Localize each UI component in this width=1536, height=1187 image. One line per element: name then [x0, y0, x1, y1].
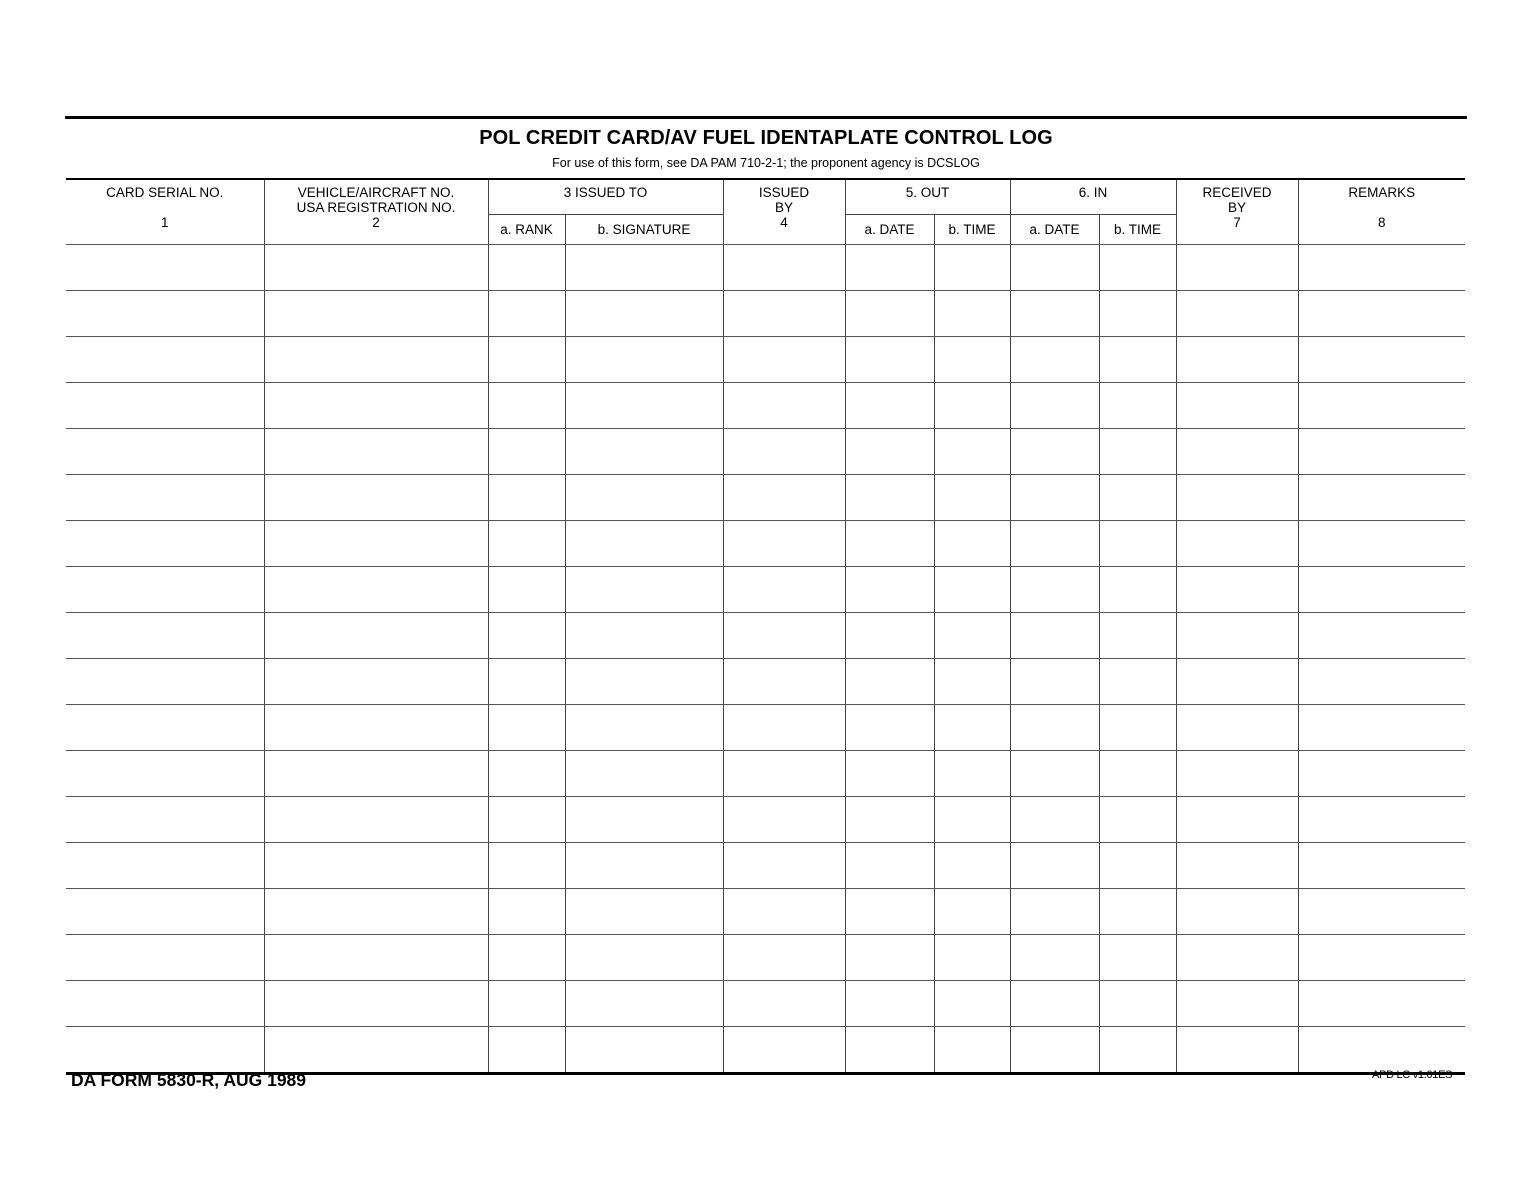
- cell-card-serial[interactable]: [66, 245, 264, 291]
- table-row: [66, 475, 1465, 521]
- table-row: [66, 935, 1465, 981]
- header-issued-by: [723, 179, 845, 245]
- header-in: 6. IN: [1010, 179, 1176, 215]
- cell-vehicle[interactable]: [264, 383, 488, 429]
- header-in-time: b. TIME: [1099, 215, 1176, 245]
- cell-signature[interactable]: [565, 337, 723, 383]
- cell-out-date[interactable]: [845, 935, 934, 981]
- cell-issued-by[interactable]: [723, 889, 845, 935]
- header-vehicle: [264, 179, 488, 245]
- form-version: APD LC v1.01ES: [1372, 1069, 1453, 1081]
- cell-signature[interactable]: [565, 843, 723, 889]
- table-row: [66, 521, 1465, 567]
- cell-vehicle[interactable]: [264, 889, 488, 935]
- cell-received-by[interactable]: [1176, 291, 1298, 337]
- header-issued-by-number: 4: [780, 215, 788, 230]
- cell-out-date[interactable]: [845, 291, 934, 337]
- table-row: [66, 613, 1465, 659]
- cell-issued-by[interactable]: [723, 935, 845, 981]
- cell-issued-by[interactable]: [723, 337, 845, 383]
- cell-signature[interactable]: [565, 521, 723, 567]
- cell-in-time[interactable]: [1099, 889, 1176, 935]
- table-row: [66, 981, 1465, 1027]
- cell-received-by[interactable]: [1176, 935, 1298, 981]
- cell-issued-by[interactable]: [723, 429, 845, 475]
- header-out-date: a. DATE: [845, 215, 934, 245]
- cell-out-time[interactable]: [934, 291, 1010, 337]
- cell-rank[interactable]: [488, 429, 565, 475]
- cell-signature[interactable]: [565, 1027, 723, 1074]
- header-remarks-label: REMARKS: [1348, 185, 1416, 200]
- cell-rank[interactable]: [488, 659, 565, 705]
- cell-signature[interactable]: [565, 981, 723, 1027]
- cell-remarks[interactable]: [1298, 475, 1465, 521]
- cell-in-time[interactable]: [1099, 383, 1176, 429]
- cell-vehicle[interactable]: [264, 567, 488, 613]
- cell-received-by[interactable]: [1176, 705, 1298, 751]
- cell-received-by[interactable]: [1176, 429, 1298, 475]
- form-title: POL CREDIT CARD/AV FUEL IDENTAPLATE CONTROL LOG: [479, 127, 1053, 149]
- cell-out-time[interactable]: [934, 843, 1010, 889]
- cell-remarks[interactable]: [1298, 567, 1465, 613]
- form-number: DA FORM 5830-R, AUG 1989: [71, 1070, 307, 1090]
- cell-out-date[interactable]: [845, 889, 934, 935]
- table-row: [66, 705, 1465, 751]
- cell-remarks[interactable]: [1298, 429, 1465, 475]
- header-out-time: b. TIME: [934, 215, 1010, 245]
- cell-rank[interactable]: [488, 521, 565, 567]
- cell-issued-by[interactable]: [723, 751, 845, 797]
- cell-in-date[interactable]: [1010, 889, 1099, 935]
- cell-rank[interactable]: [488, 843, 565, 889]
- cell-in-date[interactable]: [1010, 1027, 1099, 1074]
- header-rank: a. RANK: [488, 215, 565, 245]
- cell-out-date[interactable]: [845, 337, 934, 383]
- cell-signature[interactable]: [565, 797, 723, 843]
- log-rows: [66, 245, 1465, 1074]
- cell-signature[interactable]: [565, 475, 723, 521]
- top-rule: [65, 116, 1467, 119]
- cell-issued-by[interactable]: [723, 659, 845, 705]
- cell-card-serial[interactable]: [66, 889, 264, 935]
- cell-out-time[interactable]: [934, 613, 1010, 659]
- cell-issued-by[interactable]: [723, 291, 845, 337]
- cell-in-date[interactable]: [1010, 337, 1099, 383]
- cell-in-date[interactable]: [1010, 935, 1099, 981]
- cell-vehicle[interactable]: [264, 521, 488, 567]
- header-in-date: a. DATE: [1010, 215, 1099, 245]
- table-row: [66, 797, 1465, 843]
- cell-rank[interactable]: [488, 705, 565, 751]
- cell-vehicle[interactable]: [264, 291, 488, 337]
- cell-vehicle[interactable]: [264, 1027, 488, 1074]
- cell-card-serial[interactable]: [66, 429, 264, 475]
- cell-received-by[interactable]: [1176, 337, 1298, 383]
- cell-out-time[interactable]: [934, 429, 1010, 475]
- cell-rank[interactable]: [488, 337, 565, 383]
- cell-remarks[interactable]: [1298, 751, 1465, 797]
- table-row: [66, 291, 1465, 337]
- cell-remarks[interactable]: [1298, 843, 1465, 889]
- cell-out-date[interactable]: [845, 797, 934, 843]
- cell-in-time[interactable]: [1099, 705, 1176, 751]
- cell-received-by[interactable]: [1176, 843, 1298, 889]
- cell-vehicle[interactable]: [264, 981, 488, 1027]
- cell-in-time[interactable]: [1099, 659, 1176, 705]
- cell-card-serial[interactable]: [66, 1027, 264, 1074]
- cell-received-by[interactable]: [1176, 383, 1298, 429]
- cell-issued-by[interactable]: [723, 245, 845, 291]
- cell-issued-by[interactable]: [723, 1027, 845, 1074]
- cell-card-serial[interactable]: [66, 705, 264, 751]
- cell-in-time[interactable]: [1099, 1027, 1176, 1074]
- cell-out-time[interactable]: [934, 797, 1010, 843]
- cell-received-by[interactable]: [1176, 889, 1298, 935]
- cell-out-date[interactable]: [845, 521, 934, 567]
- cell-out-date[interactable]: [845, 1027, 934, 1074]
- cell-remarks[interactable]: [1298, 1027, 1465, 1074]
- cell-in-date[interactable]: [1010, 705, 1099, 751]
- cell-received-by[interactable]: [1176, 245, 1298, 291]
- cell-signature[interactable]: [565, 383, 723, 429]
- cell-out-time[interactable]: [934, 981, 1010, 1027]
- table-row: [66, 337, 1465, 383]
- cell-card-serial[interactable]: [66, 475, 264, 521]
- cell-signature[interactable]: [565, 291, 723, 337]
- cell-in-time[interactable]: [1099, 981, 1176, 1027]
- table-row: [66, 889, 1465, 935]
- header-vehicle-label-line2: USA REGISTRATION NO.: [296, 200, 456, 215]
- cell-received-by[interactable]: [1176, 797, 1298, 843]
- cell-card-serial[interactable]: [66, 935, 264, 981]
- cell-vehicle[interactable]: [264, 843, 488, 889]
- cell-remarks[interactable]: [1298, 797, 1465, 843]
- cell-vehicle[interactable]: [264, 429, 488, 475]
- cell-in-date[interactable]: [1010, 751, 1099, 797]
- cell-in-time[interactable]: [1099, 843, 1176, 889]
- header-vehicle-label-line1: VEHICLE/AIRCRAFT NO.: [297, 185, 455, 200]
- cell-vehicle[interactable]: [264, 245, 488, 291]
- cell-received-by[interactable]: [1176, 659, 1298, 705]
- cell-out-date[interactable]: [845, 613, 934, 659]
- cell-out-time[interactable]: [934, 245, 1010, 291]
- cell-out-date[interactable]: [845, 245, 934, 291]
- cell-out-date[interactable]: [845, 429, 934, 475]
- cell-in-date[interactable]: [1010, 521, 1099, 567]
- table-row: [66, 843, 1465, 889]
- table-row: [66, 383, 1465, 429]
- cell-rank[interactable]: [488, 981, 565, 1027]
- cell-remarks[interactable]: [1298, 291, 1465, 337]
- cell-vehicle[interactable]: [264, 705, 488, 751]
- cell-out-date[interactable]: [845, 383, 934, 429]
- cell-out-time[interactable]: [934, 935, 1010, 981]
- cell-vehicle[interactable]: [264, 751, 488, 797]
- cell-rank[interactable]: [488, 383, 565, 429]
- cell-out-date[interactable]: [845, 843, 934, 889]
- cell-received-by[interactable]: [1176, 751, 1298, 797]
- cell-card-serial[interactable]: [66, 383, 264, 429]
- cell-received-by[interactable]: [1176, 613, 1298, 659]
- cell-remarks[interactable]: [1298, 337, 1465, 383]
- header-received-by-line2: BY: [1228, 200, 1247, 215]
- table-row: [66, 245, 1465, 291]
- control-log-table-container: [66, 178, 1466, 1075]
- cell-signature[interactable]: [565, 613, 723, 659]
- cell-out-date[interactable]: [845, 475, 934, 521]
- cell-in-date[interactable]: [1010, 843, 1099, 889]
- header-out: 5. OUT: [845, 179, 1010, 215]
- cell-card-serial[interactable]: [66, 337, 264, 383]
- header-remarks: [1298, 179, 1465, 245]
- cell-rank[interactable]: [488, 797, 565, 843]
- cell-in-date[interactable]: [1010, 797, 1099, 843]
- header-card-serial: [66, 179, 264, 245]
- cell-rank[interactable]: [488, 1027, 565, 1074]
- header-vehicle-number: 2: [372, 215, 380, 230]
- cell-in-time[interactable]: [1099, 337, 1176, 383]
- cell-issued-by[interactable]: [723, 521, 845, 567]
- cell-remarks[interactable]: [1298, 659, 1465, 705]
- cell-out-time[interactable]: [934, 659, 1010, 705]
- cell-in-date[interactable]: [1010, 613, 1099, 659]
- cell-remarks[interactable]: [1298, 981, 1465, 1027]
- cell-out-time[interactable]: [934, 705, 1010, 751]
- cell-out-time[interactable]: [934, 567, 1010, 613]
- cell-received-by[interactable]: [1176, 475, 1298, 521]
- cell-card-serial[interactable]: [66, 567, 264, 613]
- cell-card-serial[interactable]: [66, 843, 264, 889]
- cell-signature[interactable]: [565, 429, 723, 475]
- cell-in-time[interactable]: [1099, 567, 1176, 613]
- control-log-table: [66, 178, 1465, 1075]
- cell-out-date[interactable]: [845, 981, 934, 1027]
- cell-issued-by[interactable]: [723, 843, 845, 889]
- cell-out-date[interactable]: [845, 659, 934, 705]
- cell-out-time[interactable]: [934, 889, 1010, 935]
- cell-remarks[interactable]: [1298, 935, 1465, 981]
- cell-rank[interactable]: [488, 291, 565, 337]
- header-received-by-number: 7: [1233, 215, 1241, 230]
- header-issued-by-line1: ISSUED: [758, 185, 810, 200]
- cell-out-time[interactable]: [934, 475, 1010, 521]
- cell-out-date[interactable]: [845, 751, 934, 797]
- cell-vehicle[interactable]: [264, 797, 488, 843]
- cell-in-date[interactable]: [1010, 981, 1099, 1027]
- cell-out-time[interactable]: [934, 383, 1010, 429]
- cell-remarks[interactable]: [1298, 383, 1465, 429]
- table-row: [66, 567, 1465, 613]
- cell-signature[interactable]: [565, 751, 723, 797]
- cell-out-time[interactable]: [934, 1027, 1010, 1074]
- cell-signature[interactable]: [565, 567, 723, 613]
- table-row: [66, 1027, 1465, 1074]
- cell-issued-by[interactable]: [723, 981, 845, 1027]
- cell-signature[interactable]: [565, 659, 723, 705]
- header-card-serial-number: 1: [160, 215, 169, 230]
- cell-card-serial[interactable]: [66, 291, 264, 337]
- cell-in-time[interactable]: [1099, 613, 1176, 659]
- cell-out-date[interactable]: [845, 705, 934, 751]
- cell-in-date[interactable]: [1010, 475, 1099, 521]
- cell-issued-by[interactable]: [723, 567, 845, 613]
- cell-rank[interactable]: [488, 475, 565, 521]
- cell-rank[interactable]: [488, 245, 565, 291]
- cell-remarks[interactable]: [1298, 245, 1465, 291]
- cell-issued-by[interactable]: [723, 705, 845, 751]
- cell-rank[interactable]: [488, 889, 565, 935]
- cell-in-date[interactable]: [1010, 245, 1099, 291]
- cell-out-time[interactable]: [934, 751, 1010, 797]
- cell-received-by[interactable]: [1176, 521, 1298, 567]
- cell-issued-by[interactable]: [723, 475, 845, 521]
- header-card-serial-label: CARD SERIAL NO.: [106, 185, 224, 200]
- cell-card-serial[interactable]: [66, 797, 264, 843]
- cell-out-time[interactable]: [934, 521, 1010, 567]
- cell-received-by[interactable]: [1176, 981, 1298, 1027]
- cell-issued-by[interactable]: [723, 797, 845, 843]
- cell-out-time[interactable]: [934, 337, 1010, 383]
- table-row: [66, 429, 1465, 475]
- table-row: [66, 751, 1465, 797]
- cell-in-date[interactable]: [1010, 659, 1099, 705]
- header-signature: b. SIGNATURE: [565, 215, 723, 245]
- header-received-by-line1: RECEIVED: [1202, 185, 1272, 200]
- cell-vehicle[interactable]: [264, 613, 488, 659]
- cell-card-serial[interactable]: [66, 981, 264, 1027]
- cell-card-serial[interactable]: [66, 751, 264, 797]
- cell-in-date[interactable]: [1010, 291, 1099, 337]
- cell-remarks[interactable]: [1298, 705, 1465, 751]
- header-issued-to: 3 ISSUED TO: [488, 179, 723, 215]
- cell-card-serial[interactable]: [66, 613, 264, 659]
- cell-signature[interactable]: [565, 889, 723, 935]
- cell-signature[interactable]: [565, 935, 723, 981]
- cell-in-date[interactable]: [1010, 567, 1099, 613]
- cell-remarks[interactable]: [1298, 613, 1465, 659]
- cell-in-date[interactable]: [1010, 383, 1099, 429]
- form-subtitle: For use of this form, see DA PAM 710-2-1; the proponent agency is DCSLOG: [552, 156, 980, 170]
- header-remarks-number: 8: [1378, 215, 1386, 230]
- cell-vehicle[interactable]: [264, 935, 488, 981]
- cell-received-by[interactable]: [1176, 567, 1298, 613]
- cell-remarks[interactable]: [1298, 521, 1465, 567]
- cell-issued-by[interactable]: [723, 383, 845, 429]
- table-row: [66, 659, 1465, 705]
- cell-rank[interactable]: [488, 751, 565, 797]
- cell-in-time[interactable]: [1099, 935, 1176, 981]
- cell-in-time[interactable]: [1099, 429, 1176, 475]
- cell-vehicle[interactable]: [264, 475, 488, 521]
- cell-remarks[interactable]: [1298, 889, 1465, 935]
- cell-rank[interactable]: [488, 567, 565, 613]
- cell-rank[interactable]: [488, 613, 565, 659]
- cell-in-time[interactable]: [1099, 245, 1176, 291]
- cell-in-time[interactable]: [1099, 475, 1176, 521]
- cell-vehicle[interactable]: [264, 337, 488, 383]
- cell-in-time[interactable]: [1099, 291, 1176, 337]
- cell-in-date[interactable]: [1010, 429, 1099, 475]
- cell-received-by[interactable]: [1176, 1027, 1298, 1074]
- cell-signature[interactable]: [565, 245, 723, 291]
- cell-signature[interactable]: [565, 705, 723, 751]
- cell-in-time[interactable]: [1099, 797, 1176, 843]
- cell-vehicle[interactable]: [264, 659, 488, 705]
- header-received-by: [1176, 179, 1298, 245]
- cell-in-time[interactable]: [1099, 521, 1176, 567]
- cell-in-time[interactable]: [1099, 751, 1176, 797]
- header-issued-by-line2: BY: [774, 200, 793, 215]
- cell-out-date[interactable]: [845, 567, 934, 613]
- cell-card-serial[interactable]: [66, 659, 264, 705]
- cell-issued-by[interactable]: [723, 613, 845, 659]
- cell-rank[interactable]: [488, 935, 565, 981]
- cell-card-serial[interactable]: [66, 521, 264, 567]
